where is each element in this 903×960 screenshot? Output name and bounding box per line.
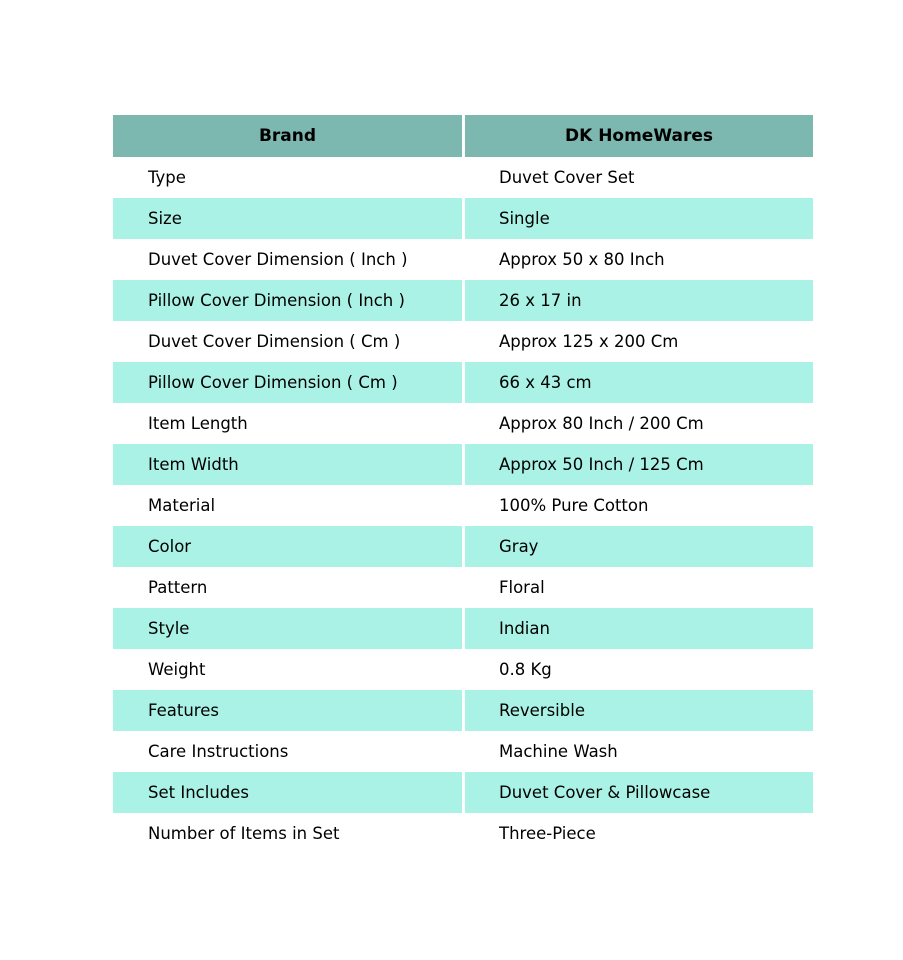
table-row [113, 239, 813, 280]
row-value: Duvet Cover Set [462, 157, 813, 198]
table-row [113, 321, 813, 362]
table-row [113, 485, 813, 526]
row-value: Gray [462, 526, 813, 567]
row-value: Machine Wash [462, 731, 813, 772]
row-label: Style [113, 608, 462, 649]
row-value: Duvet Cover & Pillowcase [462, 772, 813, 813]
row-value: Single [462, 198, 813, 239]
row-value: Floral [462, 567, 813, 608]
product-spec-table [113, 115, 813, 854]
table-row [113, 690, 813, 731]
header-brand-value: DK HomeWares [462, 115, 813, 157]
table-row [113, 280, 813, 321]
table-row [113, 772, 813, 813]
table-row [113, 403, 813, 444]
header-brand-label: Brand [258, 126, 317, 146]
table-row [113, 731, 813, 772]
row-value: Indian [462, 608, 813, 649]
row-label: Pattern [148, 578, 208, 597]
table-row [113, 526, 813, 567]
table-row [113, 157, 813, 198]
table-row [113, 813, 813, 854]
row-label: Type [148, 168, 186, 187]
row-label: Size [113, 198, 462, 239]
table-header-row [113, 115, 813, 157]
row-value: 100% Pure Cotton [462, 485, 813, 526]
row-value: 26 x 17 in [462, 280, 813, 321]
table-row [113, 362, 813, 403]
row-label: Number of Items in Set [148, 824, 340, 843]
table-row [113, 608, 813, 649]
row-label: Duvet Cover Dimension ( Cm ) [148, 332, 401, 351]
row-value: Three-Piece [462, 813, 813, 854]
row-value: 66 x 43 cm [462, 362, 813, 403]
table-row [113, 444, 813, 485]
table-row [113, 198, 813, 239]
row-label: Pillow Cover Dimension ( Inch ) [113, 280, 462, 321]
row-label: Duvet Cover Dimension ( Inch ) [148, 250, 408, 269]
row-label: Material [148, 496, 216, 515]
row-value: 0.8 Kg [462, 649, 813, 690]
row-label: Item Length [148, 414, 248, 433]
row-value: Approx 125 x 200 Cm [462, 321, 813, 362]
row-value: Reversible [462, 690, 813, 731]
row-label: Set Includes [113, 772, 462, 813]
row-label: Color [113, 526, 462, 567]
table-body [113, 157, 813, 854]
row-label: Weight [148, 660, 206, 679]
table-row [113, 567, 813, 608]
row-label: Care Instructions [148, 742, 289, 761]
row-value: Approx 50 x 80 Inch [462, 239, 813, 280]
row-label: Item Width [113, 444, 462, 485]
row-value: Approx 80 Inch / 200 Cm [462, 403, 813, 444]
row-label: Features [113, 690, 462, 731]
row-value: Approx 50 Inch / 125 Cm [462, 444, 813, 485]
row-label: Pillow Cover Dimension ( Cm ) [113, 362, 462, 403]
table-row [113, 649, 813, 690]
